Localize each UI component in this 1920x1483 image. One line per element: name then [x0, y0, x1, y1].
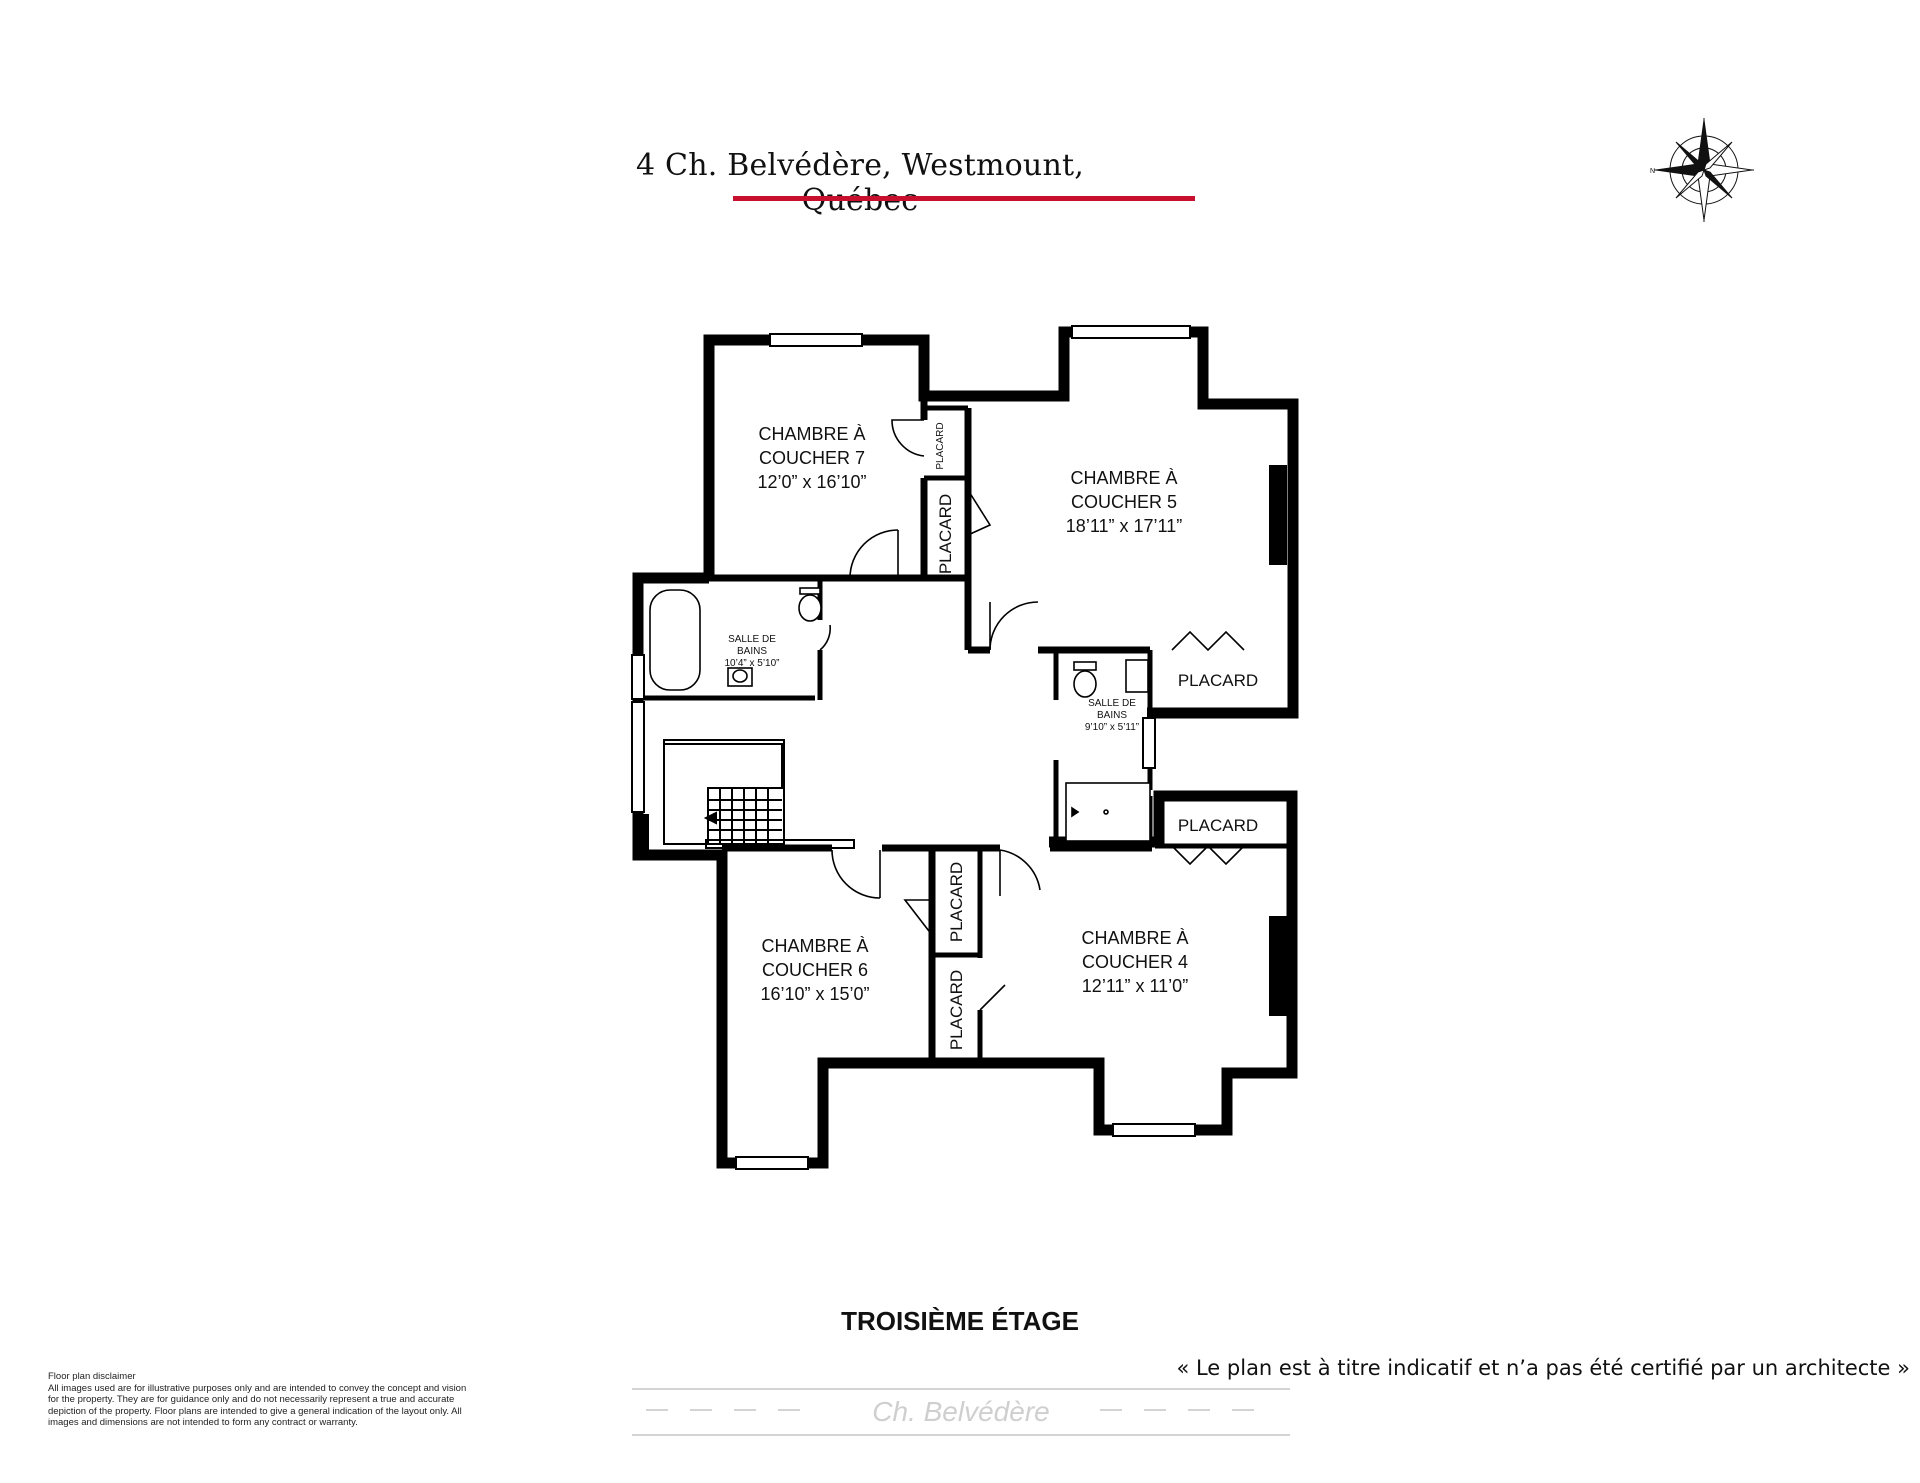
bath-left-label: SALLE DE: [728, 634, 776, 645]
closet-label-bedroom-6: PLACARD: [947, 969, 966, 1051]
bedroom-5-label: CHAMBRE À: [1070, 468, 1178, 488]
bedroom-7-label: CHAMBRE À: [758, 424, 866, 444]
bath-left-dimensions: 10’4” x 5’10”: [724, 658, 780, 669]
bedroom-7-dimensions: 12’0” x 16’10”: [757, 472, 867, 492]
bedroom-7-label-line2: COUCHER 7: [758, 448, 866, 468]
bedroom-6-dimensions: 16’10” x 15’0”: [760, 984, 870, 1004]
disclaimer-title: Floor plan disclaimer: [48, 1371, 136, 1382]
bedroom-5-label-line2: COUCHER 5: [1070, 492, 1178, 512]
bath-right-dimensions: 9’10” x 5’11”: [1084, 722, 1140, 733]
bedroom-4-label: CHAMBRE À: [1081, 928, 1189, 948]
closet-label-bedroom-5: PLACARD: [1177, 671, 1259, 690]
street-top-line: [632, 1388, 1290, 1390]
disclaimer-line: All images used are for illustrative purposes only and are intended to convey the concept and vision: [48, 1382, 467, 1394]
property-address: 4 Ch. Belvédère, Westmount,: [636, 148, 1084, 183]
certification-note: « Le plan est à titre indicatif et n’a pas été certifié par un architecte »: [1176, 1356, 1910, 1380]
floor-plan-disclaimer: [48, 1371, 548, 1429]
disclaimer-line: for the property. They are for guidance only and do not necessarily represent a true and accurate: [48, 1394, 455, 1406]
street-bottom-line: [632, 1434, 1290, 1436]
bedroom-4-dimensions: 12’11” x 11’0”: [1081, 976, 1189, 996]
disclaimer-line: depiction of the property. Floor plans are intended to give a general indication of the layout only. All: [48, 1405, 462, 1417]
street-name: Ch. Belvédère: [872, 1396, 1050, 1427]
compass-north-label: N: [1650, 168, 1656, 175]
bath-right-label: SALLE DE: [1088, 698, 1136, 709]
bedroom-6-label: CHAMBRE À: [761, 936, 869, 956]
closet-label-bedroom-4: PLACARD: [1177, 816, 1259, 835]
bedroom-5-dimensions: 18’11” x 17’11”: [1065, 516, 1183, 536]
bath-left-label-line2: BAINS: [736, 646, 768, 657]
floor-title: TROISIÈME ÉTAGE: [841, 1306, 1079, 1336]
street-indicator: [632, 1388, 1290, 1436]
closet-label-bedroom-7: PLACARD: [935, 422, 946, 470]
closet-label-hall-north: PLACARD: [936, 493, 955, 575]
disclaimer-line: images and dimensions are not intended to form any contract or warranty.: [48, 1417, 358, 1429]
bath-right-label-line2: BAINS: [1096, 710, 1128, 721]
closet-label-hall-south: PLACARD: [947, 861, 966, 943]
bedroom-4-label-line2: COUCHER 4: [1081, 952, 1189, 972]
bedroom-6-label-line2: COUCHER 6: [761, 960, 869, 980]
